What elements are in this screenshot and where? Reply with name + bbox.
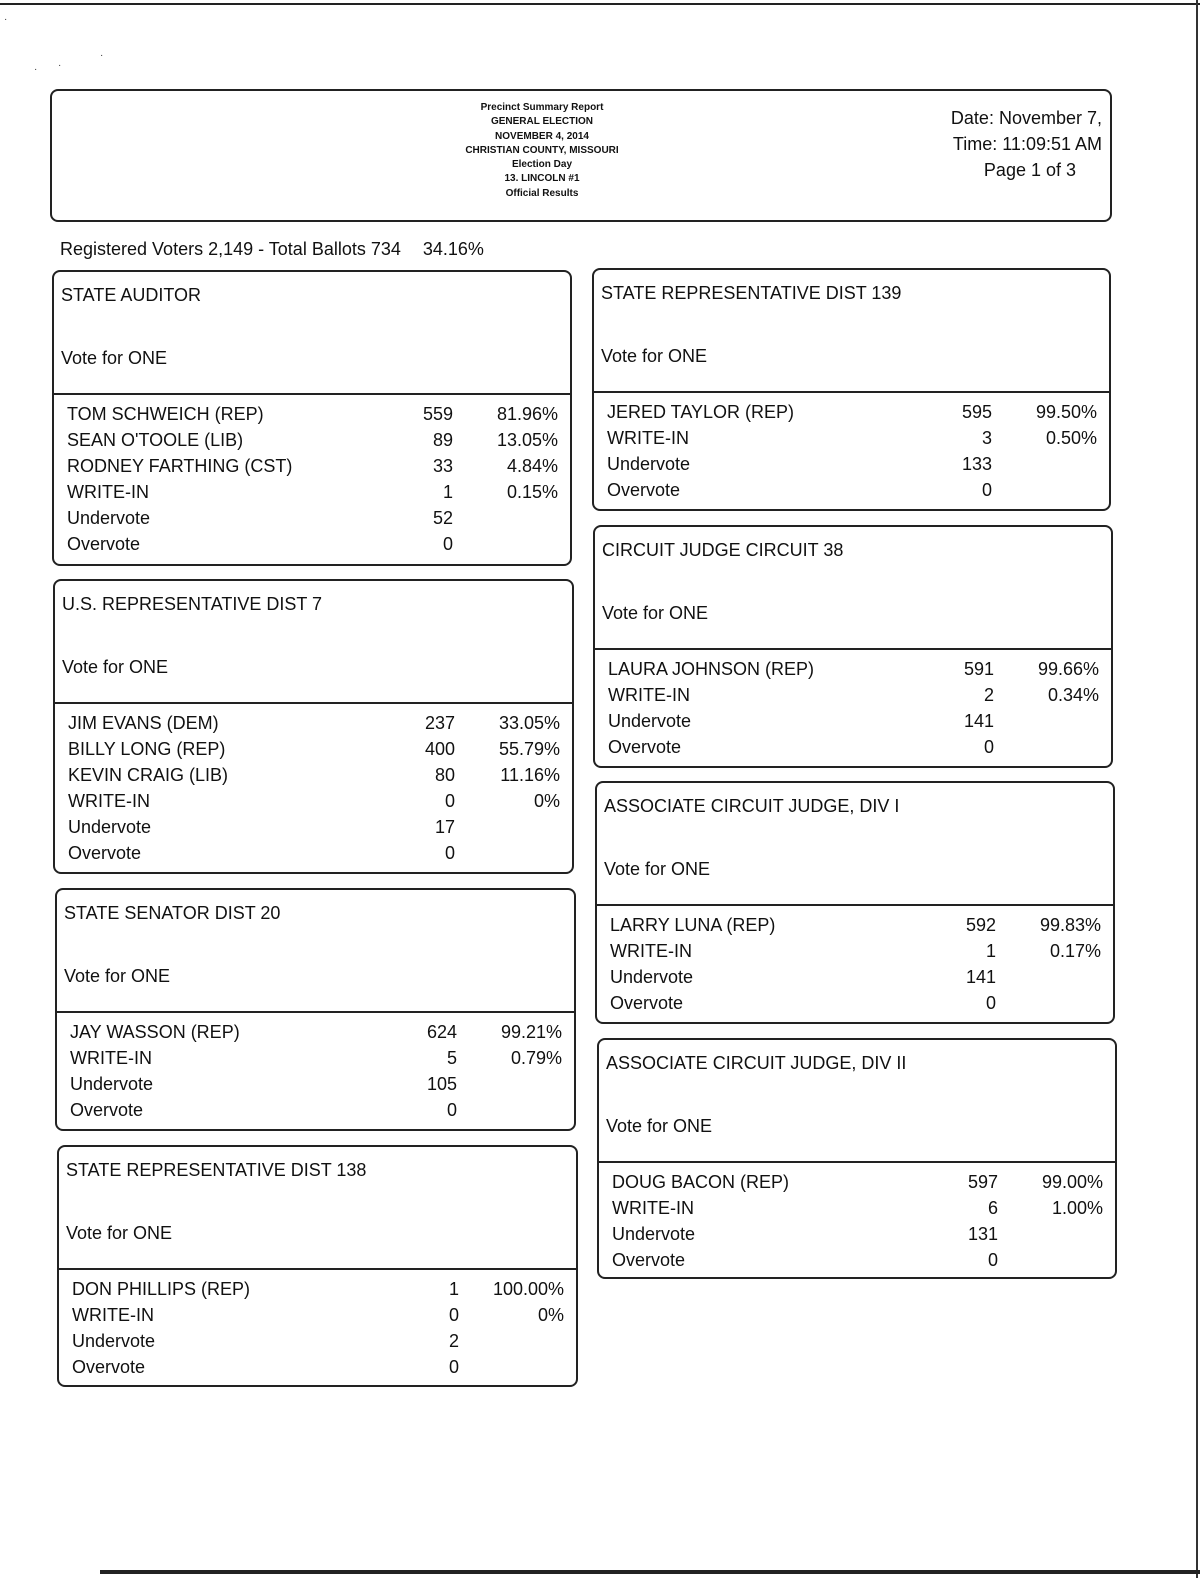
top-scan-border bbox=[0, 3, 1200, 5]
right-scan-border bbox=[1196, 0, 1198, 1578]
race-box-circuit-judge bbox=[593, 525, 1113, 768]
race-divider bbox=[54, 393, 570, 395]
page-indicator: Page 1 of 3 bbox=[983, 160, 1076, 180]
candidate-name: Overvote bbox=[67, 534, 141, 554]
race-divider bbox=[595, 648, 1111, 650]
vote-count: 6 bbox=[987, 1198, 998, 1218]
candidate-list bbox=[70, 1022, 562, 1126]
scan-speck: · bbox=[100, 50, 104, 61]
scan-speck: · bbox=[34, 64, 38, 75]
candidate-name: JIM EVANS (DEM) bbox=[68, 713, 219, 733]
vote-count: 5 bbox=[446, 1048, 457, 1068]
candidate-row bbox=[612, 1172, 1103, 1198]
candidate-row bbox=[67, 508, 558, 534]
vote-percent: 99.00% bbox=[1041, 1172, 1103, 1192]
candidate-name: Undervote bbox=[68, 817, 152, 837]
candidate-name: WRITE-IN bbox=[608, 685, 690, 705]
candidate-row bbox=[610, 915, 1101, 941]
vote-count: 591 bbox=[963, 659, 994, 679]
scan-speck: · bbox=[58, 60, 62, 71]
candidate-row bbox=[607, 480, 1097, 506]
candidate-row bbox=[608, 711, 1099, 737]
race-title: ASSOCIATE CIRCUIT JUDGE, DIV II bbox=[606, 1053, 907, 1073]
vote-percent: 0.50% bbox=[1045, 428, 1097, 448]
candidate-row bbox=[68, 817, 560, 843]
candidate-row bbox=[68, 843, 560, 869]
vote-count: 597 bbox=[967, 1172, 998, 1192]
vote-percent: 13.05% bbox=[496, 430, 558, 450]
race-divider bbox=[59, 1268, 576, 1270]
vote-percent: 81.96% bbox=[496, 404, 558, 424]
race-box-state-auditor bbox=[52, 270, 572, 566]
vote-count: 0 bbox=[446, 1100, 457, 1120]
race-box-associate-judge-div-2 bbox=[597, 1038, 1117, 1279]
report-title-line: CHRISTIAN COUNTY, MISSOURI bbox=[465, 144, 619, 156]
report-header bbox=[50, 89, 1112, 222]
candidate-name: LAURA JOHNSON (REP) bbox=[608, 659, 815, 679]
race-title: STATE REPRESENTATIVE DIST 139 bbox=[601, 283, 902, 303]
report-title-line: GENERAL ELECTION bbox=[490, 116, 594, 128]
candidate-name: Overvote bbox=[612, 1250, 686, 1270]
turnout-summary bbox=[60, 239, 484, 260]
vote-count: 0 bbox=[444, 791, 455, 811]
race-title: STATE SENATOR DIST 20 bbox=[64, 903, 281, 923]
vote-count: 141 bbox=[963, 711, 994, 731]
candidate-row bbox=[72, 1357, 564, 1383]
candidate-row bbox=[68, 765, 560, 791]
race-divider bbox=[55, 702, 572, 704]
candidate-name: WRITE-IN bbox=[67, 482, 149, 502]
vote-for-label: Vote for ONE bbox=[64, 966, 171, 986]
candidate-row bbox=[607, 428, 1097, 454]
candidate-name: JAY WASSON (REP) bbox=[70, 1022, 240, 1042]
vote-count: 80 bbox=[434, 765, 455, 785]
candidate-row bbox=[612, 1224, 1103, 1250]
candidate-name: Undervote bbox=[607, 454, 691, 474]
vote-count: 52 bbox=[432, 508, 453, 528]
race-divider bbox=[597, 904, 1113, 906]
candidate-name: WRITE-IN bbox=[72, 1305, 154, 1325]
candidate-list bbox=[67, 404, 558, 560]
vote-count: 1 bbox=[442, 482, 453, 502]
vote-count: 0 bbox=[987, 1250, 998, 1270]
candidate-name: Overvote bbox=[68, 843, 142, 863]
vote-for-label: Vote for ONE bbox=[61, 348, 168, 368]
candidate-row bbox=[610, 967, 1101, 993]
candidate-row bbox=[70, 1100, 562, 1126]
race-divider bbox=[599, 1161, 1115, 1163]
candidate-row bbox=[608, 659, 1099, 685]
vote-for-label: Vote for ONE bbox=[66, 1223, 173, 1243]
vote-for-label: Vote for ONE bbox=[601, 346, 708, 366]
candidate-name: Undervote bbox=[72, 1331, 156, 1351]
candidate-row bbox=[67, 482, 558, 508]
candidate-name: BILLY LONG (REP) bbox=[68, 739, 226, 759]
candidate-name: Overvote bbox=[70, 1100, 144, 1120]
vote-count: 237 bbox=[424, 713, 455, 733]
vote-count: 400 bbox=[424, 739, 455, 759]
vote-count: 0 bbox=[981, 480, 992, 500]
vote-count: 133 bbox=[961, 454, 992, 474]
candidate-list bbox=[608, 659, 1099, 763]
candidate-row bbox=[67, 404, 558, 430]
candidate-row bbox=[608, 685, 1099, 711]
candidate-name: Overvote bbox=[607, 480, 681, 500]
vote-percent: 99.66% bbox=[1037, 659, 1099, 679]
candidate-name: Undervote bbox=[67, 508, 151, 528]
vote-count: 0 bbox=[983, 737, 994, 757]
report-title-line: Official Results bbox=[505, 187, 579, 199]
candidate-name: WRITE-IN bbox=[612, 1198, 694, 1218]
candidate-name: Overvote bbox=[72, 1357, 146, 1377]
vote-percent: 99.21% bbox=[500, 1022, 562, 1042]
report-meta bbox=[912, 105, 1102, 183]
candidate-row bbox=[72, 1305, 564, 1331]
vote-percent: 4.84% bbox=[506, 456, 558, 476]
vote-count: 0 bbox=[444, 843, 455, 863]
report-title-line: 13. LINCOLN #1 bbox=[504, 173, 580, 185]
vote-percent: 0.17% bbox=[1049, 941, 1101, 961]
candidate-name: WRITE-IN bbox=[68, 791, 150, 811]
candidate-name: KEVIN CRAIG (LIB) bbox=[68, 765, 229, 785]
candidate-row bbox=[67, 534, 558, 560]
vote-count: 131 bbox=[967, 1224, 998, 1244]
candidate-row bbox=[70, 1074, 562, 1100]
vote-percent: 0% bbox=[533, 791, 560, 811]
candidate-name: Undervote bbox=[608, 711, 692, 731]
vote-count: 1 bbox=[985, 941, 996, 961]
candidate-name: TOM SCHWEICH (REP) bbox=[67, 404, 264, 424]
report-title-line: NOVEMBER 4, 2014 bbox=[495, 130, 589, 142]
vote-percent: 11.16% bbox=[500, 765, 560, 785]
candidate-row bbox=[67, 430, 558, 456]
vote-count: 0 bbox=[448, 1357, 459, 1377]
candidate-name: Undervote bbox=[610, 967, 694, 987]
candidate-row bbox=[68, 791, 560, 817]
candidate-row bbox=[70, 1022, 562, 1048]
race-box-state-rep-139 bbox=[592, 268, 1111, 511]
candidate-name: RODNEY FARTHING (CST) bbox=[67, 456, 293, 476]
candidate-row bbox=[70, 1048, 562, 1074]
vote-percent: 99.83% bbox=[1039, 915, 1101, 935]
candidate-row bbox=[610, 941, 1101, 967]
candidate-row bbox=[72, 1331, 564, 1357]
candidate-list bbox=[72, 1279, 564, 1383]
vote-count: 2 bbox=[448, 1331, 459, 1351]
vote-count: 0 bbox=[448, 1305, 459, 1325]
candidate-row bbox=[607, 402, 1097, 428]
vote-count: 2 bbox=[983, 685, 994, 705]
race-title: CIRCUIT JUDGE CIRCUIT 38 bbox=[602, 540, 844, 560]
vote-percent: 55.79% bbox=[498, 739, 560, 759]
candidate-name: WRITE-IN bbox=[70, 1048, 152, 1068]
candidate-name: Undervote bbox=[612, 1224, 696, 1244]
race-box-associate-judge-div-1 bbox=[595, 781, 1115, 1024]
vote-count: 105 bbox=[426, 1074, 457, 1094]
scan-speck: · bbox=[4, 14, 8, 25]
race-box-state-senator bbox=[55, 888, 576, 1131]
bottom-scan-border bbox=[100, 1570, 1200, 1574]
vote-percent: 0.34% bbox=[1047, 685, 1099, 705]
race-title: U.S. REPRESENTATIVE DIST 7 bbox=[62, 594, 323, 614]
candidate-list bbox=[610, 915, 1101, 1019]
report-date: Date: November 7, bbox=[950, 108, 1102, 128]
candidate-row bbox=[68, 739, 560, 765]
vote-for-label: Vote for ONE bbox=[604, 859, 711, 879]
report-time: Time: 11:09:51 AM bbox=[952, 134, 1102, 154]
candidate-name: LARRY LUNA (REP) bbox=[610, 915, 776, 935]
candidate-name: SEAN O'TOOLE (LIB) bbox=[67, 430, 244, 450]
candidate-row bbox=[610, 993, 1101, 1019]
turnout-percent: 34.16% bbox=[422, 239, 484, 259]
vote-count: 0 bbox=[442, 534, 453, 554]
race-box-us-representative bbox=[53, 579, 574, 874]
candidate-row bbox=[612, 1198, 1103, 1224]
vote-count: 0 bbox=[985, 993, 996, 1013]
race-title: STATE REPRESENTATIVE DIST 138 bbox=[66, 1160, 367, 1180]
vote-for-label: Vote for ONE bbox=[602, 603, 709, 623]
report-title-block bbox=[392, 101, 692, 201]
candidate-name: DOUG BACON (REP) bbox=[612, 1172, 790, 1192]
vote-count: 595 bbox=[961, 402, 992, 422]
vote-for-label: Vote for ONE bbox=[62, 657, 169, 677]
candidate-list bbox=[607, 402, 1097, 506]
vote-count: 592 bbox=[965, 915, 996, 935]
vote-count: 559 bbox=[422, 404, 453, 424]
candidate-name: JERED TAYLOR (REP) bbox=[607, 402, 795, 422]
race-box-state-rep-138 bbox=[57, 1145, 578, 1387]
vote-count: 33 bbox=[432, 456, 453, 476]
vote-count: 3 bbox=[981, 428, 992, 448]
vote-percent: 0% bbox=[537, 1305, 564, 1325]
candidate-row bbox=[67, 456, 558, 482]
race-title: STATE AUDITOR bbox=[61, 285, 202, 305]
candidate-list bbox=[68, 713, 560, 869]
vote-count: 89 bbox=[432, 430, 453, 450]
vote-percent: 99.50% bbox=[1035, 402, 1097, 422]
race-divider bbox=[594, 391, 1109, 393]
vote-count: 624 bbox=[426, 1022, 457, 1042]
vote-percent: 1.00% bbox=[1051, 1198, 1103, 1218]
candidate-name: DON PHILLIPS (REP) bbox=[72, 1279, 251, 1299]
report-title-line: Election Day bbox=[511, 159, 573, 171]
candidate-name: Overvote bbox=[610, 993, 684, 1013]
vote-percent: 100.00% bbox=[492, 1279, 564, 1299]
turnout-text: Registered Voters 2,149 - Total Ballots 734 bbox=[60, 239, 401, 259]
race-title: ASSOCIATE CIRCUIT JUDGE, DIV I bbox=[604, 796, 900, 816]
candidate-row bbox=[612, 1250, 1103, 1276]
candidate-name: WRITE-IN bbox=[610, 941, 692, 961]
report-title-line: Precinct Summary Report bbox=[480, 102, 604, 113]
vote-count: 17 bbox=[434, 817, 455, 837]
candidate-row bbox=[607, 454, 1097, 480]
candidate-row bbox=[608, 737, 1099, 763]
candidate-name: Undervote bbox=[70, 1074, 154, 1094]
candidate-row bbox=[72, 1279, 564, 1305]
vote-percent: 33.05% bbox=[498, 713, 560, 733]
candidate-name: Overvote bbox=[608, 737, 682, 757]
vote-percent: 0.15% bbox=[506, 482, 558, 502]
race-divider bbox=[57, 1011, 574, 1013]
vote-for-label: Vote for ONE bbox=[606, 1116, 713, 1136]
candidate-row bbox=[68, 713, 560, 739]
candidate-list bbox=[612, 1172, 1103, 1276]
vote-percent: 0.79% bbox=[510, 1048, 562, 1068]
vote-count: 141 bbox=[965, 967, 996, 987]
candidate-name: WRITE-IN bbox=[607, 428, 689, 448]
vote-count: 1 bbox=[448, 1279, 459, 1299]
